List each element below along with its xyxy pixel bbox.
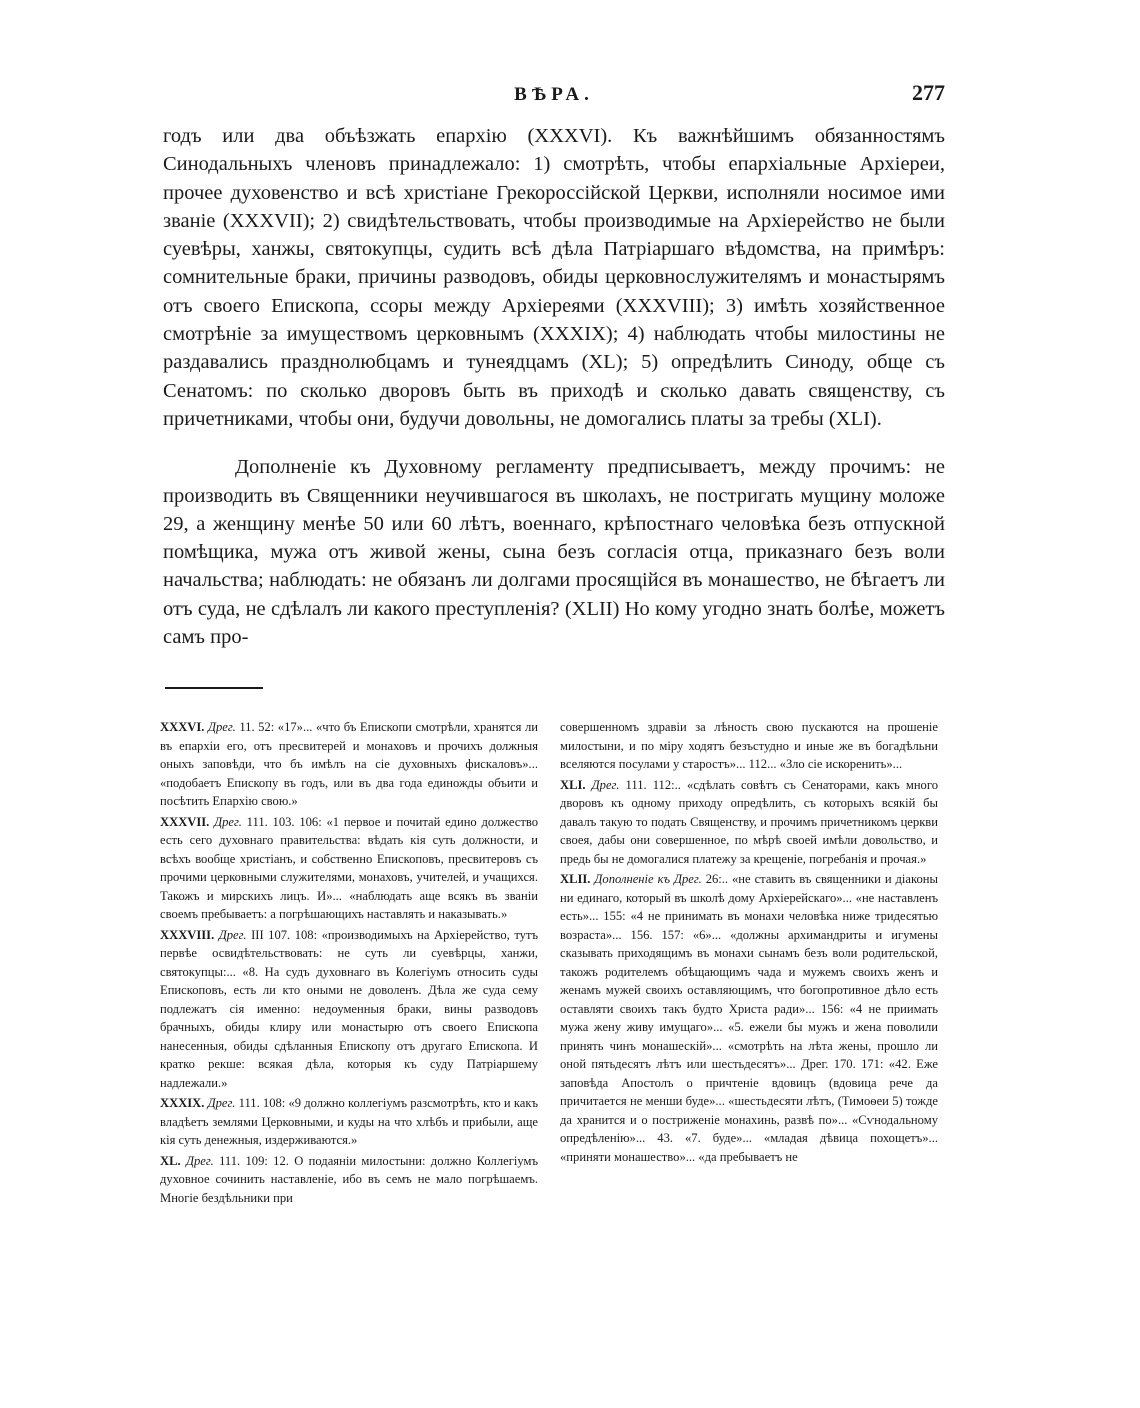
footnote-label: XXXVIII. [160,927,215,942]
footnote-divider [165,687,263,689]
footnote-source: Дрег. [591,777,620,792]
footnote-source: Дополненіе къ Дрег. [594,872,702,886]
footnote-label: XXXVI. [160,720,205,734]
footnote-xl [160,1152,538,1208]
footnote-source: Дрег. [218,927,247,942]
footnotes [160,718,938,1209]
footnote-xl-continued [560,718,938,774]
footnote-source: Дрег. [207,1096,236,1110]
footnote-text: 111. 108: «9 должно коллегіумъ разсмотрѣть, кто и какъ владѣетъ землями Церковными, и куды на что хлѣбъ и прибыли, аще кія суть денежныя, издерживаются.» [160,1096,538,1147]
footnote-xli [560,776,938,869]
footnote-xxxix [160,1094,538,1150]
page-header [163,80,945,110]
footnote-xxxviii [160,926,538,1093]
footnote-label: XXXVII. [160,814,210,829]
paragraph-2: Дополненіе къ Духовному регламенту предписываетъ, между прочимъ: не производить въ Священники неучившагося въ школахъ, не постригать мущину моложе 29, а женщину менѣе 50 или 60 лѣтъ, военнаго, крѣпостнаго человѣка безъ отпускной помѣщика, мужа отъ живой жены, сына безъ согласія отца, приказнаго безъ воли начальства; наблюдать: не обязанъ ли долгами просящійся въ монашество, не бѣгаетъ ли отъ суда, не сдѣлалъ ли какого преступленія? (XLII) Но кому угодно знать болѣе, можетъ самъ про- [163,456,945,649]
footnote-xxxvi [160,718,538,811]
main-text [163,122,945,651]
footnote-label: XXXIX. [160,1096,205,1110]
footnote-text: 26:.. «не ставить въ священники и діаконы ни единаго, который въ школѣ дому Архіерейскаго»... «не наставленъ есть»... 155: «4 не принимать въ монахи человѣка ниже тридесятью возраста»... 156. 157: «6»... «должны архимандриты и игумены сказывать приходящимъ въ монахи сынамъ безъ воли родительской, такожъ родителемъ обѣщающимъ чада и мужемъ своихъ женъ и женамъ мужей своихъ оставляющимъ, что богопротивное дѣло есть оставляти своихъ такъ будто Христа ради»... 156: «4 не приимать мужа жену живу имущаго»... «5. ежели бы мужъ и жена поволили принять чинъ монашескій»... «смотрѣть на лѣта жены, прошло ли оной пятьдесятъ лѣтъ или шестьдесятъ»... Дрег. 170. 171: «42. Еже заповѣда Апостолъ о причтеніе вдовицъ (вдовица рече да причитается не менши буде»... «шестьдесяти лѣтъ, (Тимоѳеи 5) тожде да хранится и о постриженіе монахинь, развѣ по»... «Сѵнодальному опредѣленію»... 43. «7. буде»... «младая дѣвица похощетъ»... «приняти монашество»... «да пребываетъ не [560,872,938,1164]
footnotes-left-column [160,718,538,1209]
footnote-source: Дрег. [214,814,242,829]
footnote-label: XLI. [560,777,586,792]
page-number: 277 [912,80,945,105]
footnote-text: 111. 103. 106: «1 первое и почитай едино должество есть сего духовнаго правительства: вѣдать кія суть должности, и всѣхъ вообще христіанъ, и собственно Епископовъ, пресвитеровъ съ прочими церковными служителями, монаховъ, учителей, и учащихся. Такожъ и мирскихъ лицъ. И»... «наблюдать аще всякъ въ званіи своемъ пребываетъ: а погрѣшающихъ наставлять и наказывать.» [160,814,538,921]
footnotes-right-column [560,718,938,1209]
footnote-text: III 107. 108: «производимыхъ на Архіерейство, тутъ первѣе освидѣтельствовать: не суть ли суевѣрцы, ханжи, святокупцы:... «8. На судъ духовнаго въ Колегіумъ относить суды Епископовъ, есть ли кто оными не доволенъ. Дѣла же суда сему подлежатъ сія именно: недоуменныя браки, вины разводовъ брачныхъ, обиды клиру или монастырю отъ своего Епископа нанесенныя, обиды сдѣланныя Епископу отъ другаго Епископа. И кратко рекше: всякая дѣла, которыя къ суду Патріаршему надлежали.» [160,927,538,1090]
footnote-label: XLII. [560,872,591,886]
footnote-text: совершенномъ здравіи за лѣность свою пускаются на прошеніе милостыни, и по міру ходятъ безъстудно и иные же въ богадѣльни вселяются посулами у старостъ»... 112... «Зло сіе искоренить»... [560,720,938,771]
footnote-label: XL. [160,1153,181,1168]
footnote-xxxvii [160,813,538,924]
footnote-source: Дрег. [185,1153,214,1168]
paragraph-1: годъ или два объѣзжать епархію (XXXVI). Къ важнѣйшимъ обязанностямъ Синодальныхъ членовъ принадлежало: 1) смотрѣть, чтобы епархіальные Архіереи, прочее духовенство и всѣ христіане Грекороссійской Церкви, исполняли носимое ими званіе (XXXVII); 2) свидѣтельствовать, чтобы производимые на Архіерейство не были суевѣры, ханжы, святокупцы, судить всѣ дѣла Патріаршаго вѣдомства, на примѣръ: сомнительные браки, причины разводовъ, обиды церковнослужителямъ и монастырямъ отъ своего Епископа, ссоры между Архіереями (XXXVIII); 3) имѣть хозяйственное смотрѣніе за имуществомъ церковнымъ (XXXIX); 4) наблюдать чтобы милостины не раздавались празднолюбцамъ и тунеядцамъ (XL); 5) опредѣлить Синоду, обще съ Сенатомъ: по сколько дворовъ быть въ приходѣ и сколько давать священству, съ причетниками, чтобы они, будучи довольны, не домогались платы за требы (XLI). [163,125,945,430]
footnote-text: 111. 112:.. «сдѣлать совѣтъ съ Сенаторами, какъ много дворовъ къ одному приходу опредѣлить, съ которыхъ всякій бы давалъ такую то подать Священству, и прочимъ причетникомъ церкви своея, дабы они совершенное, по мѣрѣ своей имѣли довольство, и предь бы не домогалися платежу за крещеніе, погребанія и прочая.» [560,777,938,866]
running-head: ВѢРА. [514,84,594,105]
footnote-text: 11. 52: «17»... «что бъ Епископи смотрѣли, хранятся ли въ епархіи его, отъ пресвитерей и монаховъ и прочихъ должныя оныхъ заповѣди, что бъ имѣлъ на сіе духовныхъ фискаловъ»... «подобаетъ Епископу въ годъ, или въ два года единожды объити и посѣтить Епархію свою.» [160,720,538,808]
footnote-xlii [560,870,938,1166]
footnote-source: Дрег. [207,720,236,734]
footnote-text: 111. 109: 12. О подаяніи милостыни: должно Коллегіумъ духовное сочинить наставленіе, ибо въ семъ не мало погрѣшаемъ. Многіе бездѣльники при [160,1153,538,1205]
